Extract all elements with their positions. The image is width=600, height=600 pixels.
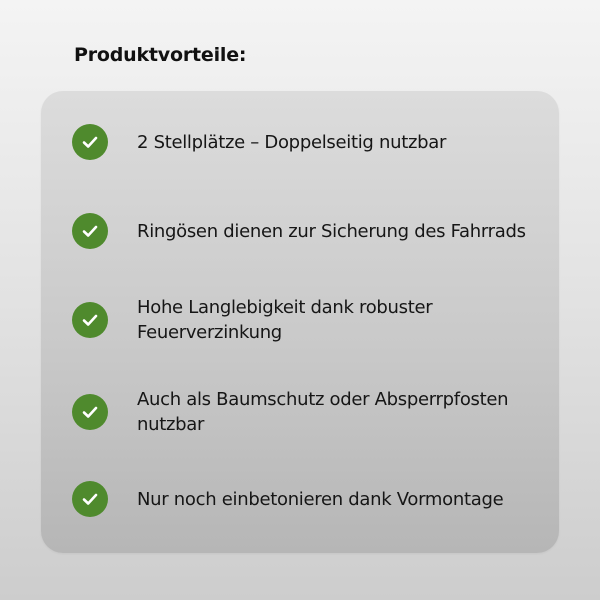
- benefit-text: Nur noch einbetonieren dank Vormontage: [137, 488, 504, 510]
- benefit-item: [72, 213, 543, 249]
- benefits-panel: [41, 91, 559, 553]
- benefit-item: [72, 387, 543, 437]
- check-circle-icon: [72, 302, 108, 338]
- benefit-text: Ringösen dienen zur Sicherung des Fahrrads: [137, 220, 526, 242]
- section-heading: Produktvorteile:: [74, 44, 247, 66]
- benefit-item: [72, 481, 543, 517]
- check-circle-icon: [72, 124, 108, 160]
- benefit-text: Auch als Baumschutz oder Absperrpfosten nutzbar: [137, 389, 509, 435]
- benefit-item: [72, 295, 543, 345]
- check-circle-icon: [72, 481, 108, 517]
- benefit-text: Hohe Langlebigkeit dank robuster Feuerverzinkung: [137, 297, 433, 343]
- benefit-text: 2 Stellplätze – Doppelseitig nutzbar: [137, 131, 447, 153]
- benefit-item: [72, 124, 543, 160]
- check-circle-icon: [72, 213, 108, 249]
- check-circle-icon: [72, 394, 108, 430]
